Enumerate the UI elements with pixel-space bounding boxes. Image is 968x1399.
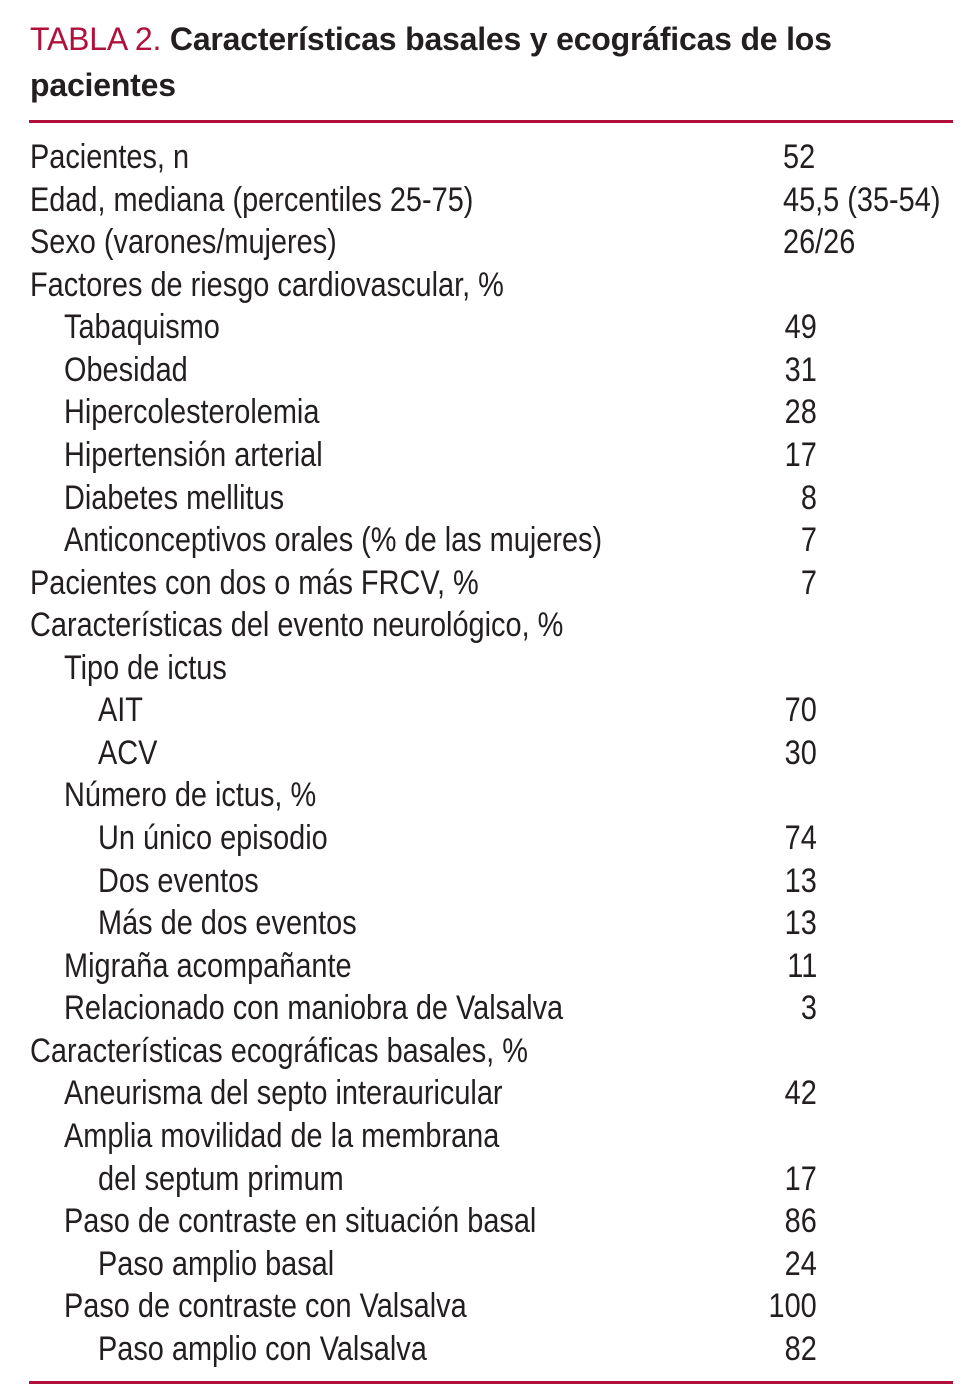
row-label: Dos eventos bbox=[98, 861, 259, 900]
row-value: 13 bbox=[784, 904, 817, 943]
row-label: Características ecográficas basales, % bbox=[30, 1031, 528, 1070]
row-label: Edad, mediana (percentiles 25-75) bbox=[30, 180, 474, 219]
table-row bbox=[0, 817, 968, 860]
table-row bbox=[0, 349, 968, 392]
row-value: 31 bbox=[784, 350, 817, 389]
row-value: 52 bbox=[783, 138, 816, 176]
row-label: Un único episodio bbox=[98, 819, 328, 857]
top-rule bbox=[29, 120, 953, 123]
row-value: 30 bbox=[784, 733, 817, 772]
table-body bbox=[0, 136, 968, 1370]
row-label: Diabetes mellitus bbox=[64, 478, 285, 517]
row-label: Aneurisma del septo interauricular bbox=[64, 1074, 503, 1113]
table-row bbox=[0, 987, 968, 1030]
table-row bbox=[0, 1115, 968, 1158]
row-value: 70 bbox=[784, 691, 817, 730]
table-row bbox=[0, 1200, 968, 1243]
table-row bbox=[0, 434, 968, 477]
table-row bbox=[0, 562, 968, 605]
row-label: Sexo (varones/mujeres) bbox=[30, 223, 337, 262]
row-label: Tipo de ictus bbox=[64, 648, 227, 687]
row-label: ACV bbox=[98, 733, 158, 772]
row-label: del septum primum bbox=[98, 1159, 344, 1198]
table-row bbox=[0, 306, 968, 349]
row-value: 49 bbox=[784, 308, 817, 347]
row-label: Paso de contraste en situación basal bbox=[64, 1202, 537, 1241]
row-value: 3 bbox=[800, 989, 817, 1028]
row-value: 82 bbox=[784, 1329, 817, 1368]
table-row bbox=[0, 604, 968, 647]
table-row bbox=[0, 1030, 968, 1073]
row-value: 26/26 bbox=[783, 223, 856, 262]
table-row bbox=[0, 264, 968, 307]
row-label: Número de ictus, % bbox=[64, 776, 317, 815]
row-value: 45,5 (35-54) bbox=[783, 180, 941, 219]
row-value: 11 bbox=[786, 946, 817, 985]
row-label: Anticonceptivos orales (% de las mujeres) bbox=[64, 521, 603, 560]
row-value: 24 bbox=[784, 1244, 817, 1283]
table-row bbox=[0, 477, 968, 520]
row-value: 86 bbox=[784, 1202, 817, 1241]
table-row bbox=[0, 732, 968, 775]
table-row bbox=[0, 647, 968, 690]
row-label: Pacientes con dos o más FRCV, % bbox=[30, 563, 479, 602]
row-value: 7 bbox=[800, 563, 817, 602]
table-row bbox=[0, 1158, 968, 1201]
row-label: Amplia movilidad de la membrana bbox=[64, 1116, 500, 1155]
table-title bbox=[30, 16, 960, 108]
table-row bbox=[0, 1072, 968, 1115]
row-value: 17 bbox=[784, 1159, 817, 1198]
table-row bbox=[0, 519, 968, 562]
table-row bbox=[0, 1243, 968, 1286]
row-label: Tabaquismo bbox=[64, 308, 220, 347]
row-label: Hipertensión arterial bbox=[64, 435, 323, 474]
table-row bbox=[0, 860, 968, 903]
table-row bbox=[0, 136, 968, 179]
row-value: 100 bbox=[768, 1287, 817, 1326]
row-value: 28 bbox=[784, 393, 817, 432]
table-row bbox=[0, 391, 968, 434]
row-label: Hipercolesterolemia bbox=[64, 393, 320, 432]
row-label: Características del evento neurológico, % bbox=[30, 606, 564, 645]
table-row bbox=[0, 689, 968, 732]
table-row bbox=[0, 774, 968, 817]
table-number: TABLA 2. bbox=[30, 21, 162, 57]
row-label: Migraña acompañante bbox=[64, 946, 352, 985]
table-row bbox=[0, 1285, 968, 1328]
row-label: Paso de contraste con Valsalva bbox=[64, 1287, 467, 1326]
row-value: 8 bbox=[800, 478, 817, 517]
table-caption: Características basales y ecográficas de los pacientes bbox=[30, 21, 832, 103]
row-value: 17 bbox=[784, 435, 817, 474]
bottom-rule bbox=[29, 1381, 953, 1384]
row-label: Pacientes, n bbox=[30, 138, 190, 176]
table-row bbox=[0, 945, 968, 988]
row-value: 13 bbox=[784, 861, 817, 900]
row-label: Paso amplio basal bbox=[98, 1244, 335, 1283]
table-row bbox=[0, 1328, 968, 1371]
row-label: Paso amplio con Valsalva bbox=[98, 1329, 427, 1368]
row-label: Factores de riesgo cardiovascular, % bbox=[30, 265, 504, 304]
table-row bbox=[0, 902, 968, 945]
row-value: 7 bbox=[800, 521, 817, 560]
table-row bbox=[0, 221, 968, 264]
row-label: Obesidad bbox=[64, 350, 188, 389]
row-label: Relacionado con maniobra de Valsalva bbox=[64, 989, 564, 1028]
row-value: 74 bbox=[784, 819, 817, 857]
table-row bbox=[0, 179, 968, 222]
row-label: AIT bbox=[98, 691, 143, 730]
row-label: Más de dos eventos bbox=[98, 904, 357, 943]
row-value: 42 bbox=[784, 1074, 817, 1113]
